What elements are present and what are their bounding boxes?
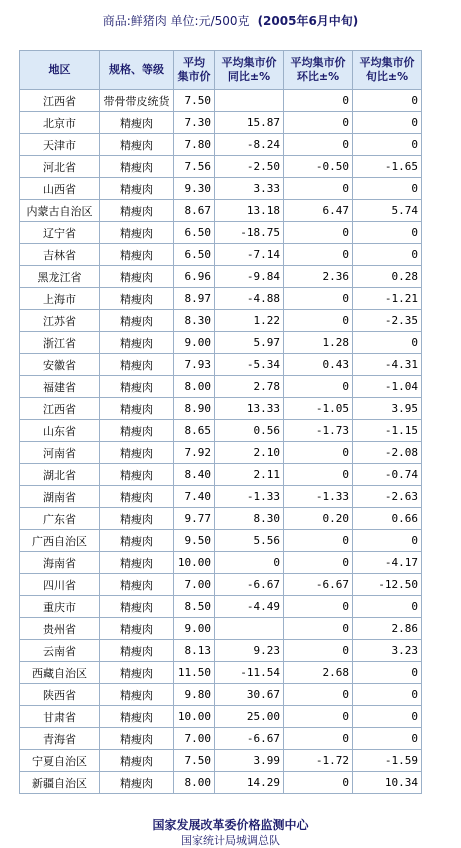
cell-yoy: -8.24 <box>215 134 284 156</box>
table-row <box>20 288 422 310</box>
cell-region: 青海省 <box>20 728 100 750</box>
cell-mom: 0.20 <box>284 508 353 530</box>
cell-grade: 精瘦肉 <box>100 112 174 134</box>
cell-grade: 精瘦肉 <box>100 266 174 288</box>
cell-yoy: 2.11 <box>215 464 284 486</box>
source-label: 国家发展改革委价格监测中心 <box>152 818 309 832</box>
table-row <box>20 530 422 552</box>
cell-mom: 2.36 <box>284 266 353 288</box>
cell-grade: 精瘦肉 <box>100 574 174 596</box>
cell-region: 吉林省 <box>20 244 100 266</box>
cell-tenday: -1.04 <box>353 376 422 398</box>
cell-grade: 精瘦肉 <box>100 442 174 464</box>
cell-yoy: 0.56 <box>215 420 284 442</box>
page-title <box>0 12 461 29</box>
cell-price: 8.30 <box>174 310 215 332</box>
cell-region: 福建省 <box>20 376 100 398</box>
table-row <box>20 706 422 728</box>
cell-yoy: -4.49 <box>215 596 284 618</box>
cell-yoy: 0 <box>215 552 284 574</box>
cell-region: 广东省 <box>20 508 100 530</box>
cell-yoy: -11.54 <box>215 662 284 684</box>
cell-yoy: 2.10 <box>215 442 284 464</box>
cell-mom: 0 <box>284 706 353 728</box>
table-row <box>20 574 422 596</box>
cell-grade: 精瘦肉 <box>100 750 174 772</box>
cell-tenday: 0 <box>353 222 422 244</box>
cell-region: 四川省 <box>20 574 100 596</box>
cell-region: 西藏自治区 <box>20 662 100 684</box>
cell-yoy: 3.99 <box>215 750 284 772</box>
cell-yoy: -18.75 <box>215 222 284 244</box>
cell-price: 8.00 <box>174 376 215 398</box>
table-row <box>20 772 422 794</box>
col-header-region: 地区 <box>20 51 100 90</box>
cell-yoy: -5.34 <box>215 354 284 376</box>
cell-tenday: 0 <box>353 90 422 112</box>
cell-tenday: -2.63 <box>353 486 422 508</box>
cell-yoy <box>215 90 284 112</box>
cell-tenday: 0 <box>353 706 422 728</box>
table-row <box>20 398 422 420</box>
cell-price: 6.96 <box>174 266 215 288</box>
cell-yoy: 2.78 <box>215 376 284 398</box>
cell-region: 内蒙古自治区 <box>20 200 100 222</box>
cell-yoy: -1.33 <box>215 486 284 508</box>
table-row <box>20 640 422 662</box>
table-row <box>20 442 422 464</box>
cell-price: 8.65 <box>174 420 215 442</box>
cell-yoy: 15.87 <box>215 112 284 134</box>
cell-yoy: -6.67 <box>215 728 284 750</box>
cell-price: 7.30 <box>174 112 215 134</box>
cell-tenday: -4.17 <box>353 552 422 574</box>
cell-mom: -1.73 <box>284 420 353 442</box>
cell-mom: 0 <box>284 772 353 794</box>
source-note: 国家统计局城调总队 <box>181 834 280 847</box>
table-row <box>20 596 422 618</box>
table-row <box>20 244 422 266</box>
cell-yoy: 9.23 <box>215 640 284 662</box>
cell-mom: 0 <box>284 464 353 486</box>
cell-region: 黑龙江省 <box>20 266 100 288</box>
cell-region: 山西省 <box>20 178 100 200</box>
cell-mom: 1.28 <box>284 332 353 354</box>
table-row <box>20 464 422 486</box>
cell-yoy: 1.22 <box>215 310 284 332</box>
cell-price: 8.40 <box>174 464 215 486</box>
cell-yoy: 30.67 <box>215 684 284 706</box>
cell-mom: 0 <box>284 222 353 244</box>
cell-grade: 精瘦肉 <box>100 354 174 376</box>
table-row <box>20 662 422 684</box>
cell-region: 江西省 <box>20 90 100 112</box>
cell-region: 河北省 <box>20 156 100 178</box>
cell-price: 9.77 <box>174 508 215 530</box>
table-row <box>20 552 422 574</box>
cell-tenday: -1.15 <box>353 420 422 442</box>
cell-yoy: -2.50 <box>215 156 284 178</box>
commodity-unit-label: 商品:鲜猪肉 单位:元/500克 <box>102 14 250 28</box>
cell-yoy: 14.29 <box>215 772 284 794</box>
cell-tenday: -1.21 <box>353 288 422 310</box>
cell-grade: 精瘦肉 <box>100 464 174 486</box>
cell-mom: 0 <box>284 640 353 662</box>
cell-tenday: -12.50 <box>353 574 422 596</box>
cell-price: 6.50 <box>174 222 215 244</box>
cell-grade: 精瘦肉 <box>100 134 174 156</box>
cell-price: 9.80 <box>174 684 215 706</box>
cell-tenday: 0 <box>353 134 422 156</box>
cell-price: 11.50 <box>174 662 215 684</box>
cell-grade: 精瘦肉 <box>100 530 174 552</box>
cell-grade: 精瘦肉 <box>100 706 174 728</box>
cell-grade: 精瘦肉 <box>100 200 174 222</box>
cell-price: 9.50 <box>174 530 215 552</box>
cell-grade: 精瘦肉 <box>100 684 174 706</box>
cell-grade: 精瘦肉 <box>100 640 174 662</box>
cell-grade: 精瘦肉 <box>100 178 174 200</box>
cell-price: 9.30 <box>174 178 215 200</box>
cell-tenday: 0 <box>353 112 422 134</box>
cell-tenday: 10.34 <box>353 772 422 794</box>
price-table <box>19 50 422 794</box>
table-row <box>20 508 422 530</box>
cell-mom: 0 <box>284 596 353 618</box>
cell-mom: 0 <box>284 684 353 706</box>
cell-region: 湖北省 <box>20 464 100 486</box>
cell-tenday: 3.95 <box>353 398 422 420</box>
cell-region: 贵州省 <box>20 618 100 640</box>
col-header-tenday: 平均集市价 旬比±% <box>353 51 422 90</box>
cell-grade: 精瘦肉 <box>100 552 174 574</box>
cell-price: 8.97 <box>174 288 215 310</box>
cell-mom: 0 <box>284 90 353 112</box>
table-row <box>20 728 422 750</box>
cell-region: 河南省 <box>20 442 100 464</box>
cell-region: 安徽省 <box>20 354 100 376</box>
cell-tenday: -2.08 <box>353 442 422 464</box>
table-row <box>20 222 422 244</box>
cell-price: 10.00 <box>174 552 215 574</box>
cell-yoy: 25.00 <box>215 706 284 728</box>
cell-tenday: 0.28 <box>353 266 422 288</box>
cell-region: 宁夏自治区 <box>20 750 100 772</box>
cell-mom: 0 <box>284 112 353 134</box>
table-row <box>20 332 422 354</box>
cell-mom: 0 <box>284 376 353 398</box>
cell-grade: 精瘦肉 <box>100 618 174 640</box>
cell-region: 湖南省 <box>20 486 100 508</box>
cell-price: 7.92 <box>174 442 215 464</box>
cell-mom: 0 <box>284 618 353 640</box>
table-row <box>20 310 422 332</box>
cell-grade: 精瘦肉 <box>100 728 174 750</box>
cell-mom: 0 <box>284 552 353 574</box>
cell-region: 云南省 <box>20 640 100 662</box>
table-row <box>20 750 422 772</box>
table-row <box>20 178 422 200</box>
col-header-price: 平均 集市价 <box>174 51 215 90</box>
cell-price: 8.00 <box>174 772 215 794</box>
cell-grade: 精瘦肉 <box>100 288 174 310</box>
cell-price: 8.13 <box>174 640 215 662</box>
cell-yoy: 8.30 <box>215 508 284 530</box>
col-header-yoy: 平均集市价 同比±% <box>215 51 284 90</box>
cell-tenday: -1.65 <box>353 156 422 178</box>
cell-region: 上海市 <box>20 288 100 310</box>
cell-price: 7.50 <box>174 750 215 772</box>
cell-grade: 精瘦肉 <box>100 310 174 332</box>
table-row <box>20 684 422 706</box>
cell-region: 天津市 <box>20 134 100 156</box>
cell-grade: 精瘦肉 <box>100 244 174 266</box>
cell-tenday: 0 <box>353 332 422 354</box>
cell-region: 山东省 <box>20 420 100 442</box>
cell-tenday: 2.86 <box>353 618 422 640</box>
cell-region: 陕西省 <box>20 684 100 706</box>
cell-mom: 0 <box>284 530 353 552</box>
cell-mom: -6.67 <box>284 574 353 596</box>
cell-yoy: 13.18 <box>215 200 284 222</box>
table-row <box>20 200 422 222</box>
cell-region: 重庆市 <box>20 596 100 618</box>
cell-tenday: 0 <box>353 662 422 684</box>
cell-region: 江苏省 <box>20 310 100 332</box>
table-row <box>20 134 422 156</box>
cell-price: 6.50 <box>174 244 215 266</box>
cell-price: 7.93 <box>174 354 215 376</box>
cell-tenday: 0 <box>353 684 422 706</box>
cell-grade: 精瘦肉 <box>100 420 174 442</box>
cell-price: 7.00 <box>174 574 215 596</box>
cell-region: 海南省 <box>20 552 100 574</box>
cell-grade: 精瘦肉 <box>100 398 174 420</box>
cell-grade: 精瘦肉 <box>100 596 174 618</box>
cell-region: 新疆自治区 <box>20 772 100 794</box>
cell-tenday: 0 <box>353 178 422 200</box>
cell-grade: 精瘦肉 <box>100 662 174 684</box>
cell-mom: 0 <box>284 134 353 156</box>
cell-mom: 0 <box>284 442 353 464</box>
table-row <box>20 112 422 134</box>
cell-price: 7.40 <box>174 486 215 508</box>
cell-price: 8.67 <box>174 200 215 222</box>
table-header-row <box>20 51 422 90</box>
table-row <box>20 486 422 508</box>
cell-mom: -1.72 <box>284 750 353 772</box>
cell-tenday: -0.74 <box>353 464 422 486</box>
cell-grade: 精瘦肉 <box>100 376 174 398</box>
cell-price: 8.50 <box>174 596 215 618</box>
cell-region: 甘肃省 <box>20 706 100 728</box>
cell-tenday: 0 <box>353 530 422 552</box>
cell-grade: 精瘦肉 <box>100 772 174 794</box>
cell-tenday: 0.66 <box>353 508 422 530</box>
cell-mom: 0 <box>284 288 353 310</box>
cell-mom: -1.33 <box>284 486 353 508</box>
cell-mom: 2.68 <box>284 662 353 684</box>
col-header-mom: 平均集市价 环比±% <box>284 51 353 90</box>
table-row <box>20 618 422 640</box>
table-row <box>20 354 422 376</box>
cell-mom: 0 <box>284 178 353 200</box>
cell-tenday: 0 <box>353 596 422 618</box>
cell-mom: 0 <box>284 244 353 266</box>
cell-price: 7.00 <box>174 728 215 750</box>
cell-yoy: -4.88 <box>215 288 284 310</box>
cell-region: 江西省 <box>20 398 100 420</box>
cell-region: 浙江省 <box>20 332 100 354</box>
table-row <box>20 420 422 442</box>
cell-grade: 精瘦肉 <box>100 156 174 178</box>
cell-mom: 0 <box>284 310 353 332</box>
cell-price: 7.56 <box>174 156 215 178</box>
cell-mom: 0.43 <box>284 354 353 376</box>
cell-yoy: -9.84 <box>215 266 284 288</box>
cell-price: 10.00 <box>174 706 215 728</box>
cell-tenday: 5.74 <box>353 200 422 222</box>
table-row <box>20 90 422 112</box>
cell-grade: 精瘦肉 <box>100 332 174 354</box>
cell-yoy: 13.33 <box>215 398 284 420</box>
cell-tenday: 0 <box>353 244 422 266</box>
cell-grade: 精瘦肉 <box>100 222 174 244</box>
cell-yoy: -6.67 <box>215 574 284 596</box>
col-header-grade: 规格、等级 <box>100 51 174 90</box>
cell-tenday: -2.35 <box>353 310 422 332</box>
cell-region: 辽宁省 <box>20 222 100 244</box>
cell-price: 7.80 <box>174 134 215 156</box>
cell-mom: 6.47 <box>284 200 353 222</box>
cell-tenday: 0 <box>353 728 422 750</box>
cell-grade: 带骨带皮统货 <box>100 90 174 112</box>
cell-grade: 精瘦肉 <box>100 486 174 508</box>
cell-yoy <box>215 618 284 640</box>
cell-price: 9.00 <box>174 332 215 354</box>
cell-region: 北京市 <box>20 112 100 134</box>
cell-price: 8.90 <box>174 398 215 420</box>
cell-tenday: 3.23 <box>353 640 422 662</box>
cell-yoy: 5.97 <box>215 332 284 354</box>
cell-price: 9.00 <box>174 618 215 640</box>
table-row <box>20 376 422 398</box>
cell-yoy: 3.33 <box>215 178 284 200</box>
cell-region: 广西自治区 <box>20 530 100 552</box>
table-row <box>20 156 422 178</box>
table-row <box>20 266 422 288</box>
cell-yoy: -7.14 <box>215 244 284 266</box>
cell-tenday: -1.59 <box>353 750 422 772</box>
cell-tenday: -4.31 <box>353 354 422 376</box>
cell-mom: 0 <box>284 728 353 750</box>
cell-mom: -1.05 <box>284 398 353 420</box>
cell-yoy: 5.56 <box>215 530 284 552</box>
cell-grade: 精瘦肉 <box>100 508 174 530</box>
cell-mom: -0.50 <box>284 156 353 178</box>
period-label: (2005年6月中旬) <box>257 14 359 28</box>
table-body <box>20 90 422 794</box>
cell-price: 7.50 <box>174 90 215 112</box>
